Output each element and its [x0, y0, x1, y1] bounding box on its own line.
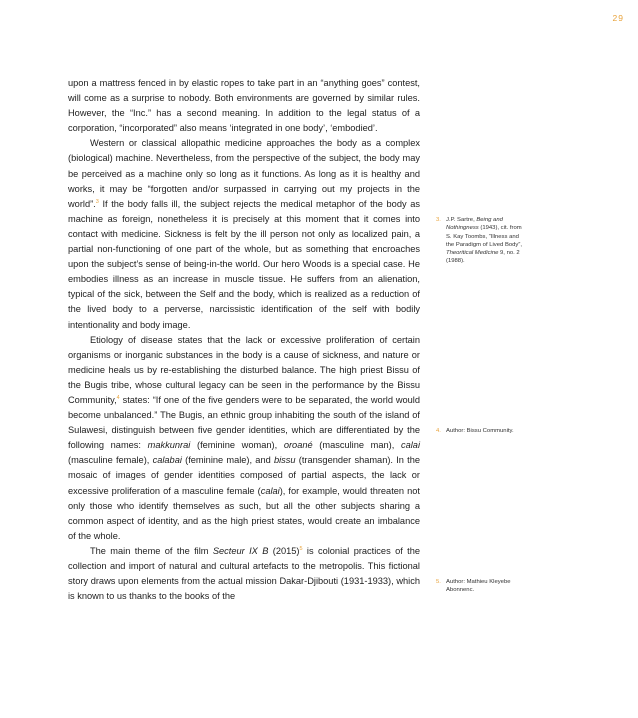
footnote-number: 3. — [436, 217, 441, 223]
text-run: Etiology of disease states that the lack or excessive proliferation of certain organisms or inorganic substances in the body is a cause of sickness, and nature or medicine heals us by re-establishing the disturbed balance. The high priest Bissu of the Bugis tribe, whose cultural legacy can be seen in the performance by the Bissu Community, — [68, 334, 420, 405]
footnote — [436, 216, 528, 266]
footnote-text — [446, 216, 528, 266]
italic-text: calai — [260, 485, 280, 496]
footnote-ref: 4 — [116, 394, 120, 401]
footnote-number: 5. — [436, 579, 441, 585]
text-run: (transgender shaman). In the mosaic of images of gender identities composed of partial aspects, the lack or excessive proliferation of a masculine female ( — [68, 455, 421, 496]
page-number: 29 — [612, 13, 624, 23]
text-run: ), for example, would threaten not only those who identify themselves as such, but all the other subjects sharing a common aspect of identity, and as the high priest states, would create an imbalance of the whole. — [68, 485, 420, 541]
footnote-number: 4. — [436, 428, 441, 434]
italic-text: Being and Nothingness — [446, 217, 503, 232]
footnote-text — [446, 578, 528, 595]
footnote-ref: 3 — [95, 198, 99, 205]
paragraph — [68, 544, 420, 604]
text-run: upon a mattress fenced in by elastic ropes to take part in an “anything goes” contest, will come as a surprise to nobody. Both environments are governed by similar rules. However, the “Inc.” has a second meaning. In addition to the legal status of a corporation, “incorporated” also means ‘integrated in one body’, ‘embodied’. — [68, 78, 420, 134]
text-run: is colonial practices of the collection and import of natural and cultural artefacts to the metropolis. This fictional story draws upon elements from the actual mission Dakar-Djibouti (1931-1933), which is known to us thanks to the books of the — [68, 545, 421, 602]
text-run: (masculine man), — [312, 440, 401, 451]
text-run: Author: Mathieu Kleyebe Abonnenc. — [446, 579, 511, 594]
paragraph — [68, 136, 420, 332]
text-run: Western or classical allopathic medicine approaches the body as a complex (biological) machine. Nevertheless, from the perspective of the subject, the body may be perceived as a machine only so long as it functions. As long as it is healthy and works, it may be “forgotten and/or surpassed in carrying out my projects in the world”. — [68, 138, 420, 209]
text-run: If the body falls ill, the subject rejects the medical metaphor of the body as machine as foreign, nonetheless it is precisely at this moment that it comes into contact with medicine. Sickness is felt by the ill person not only as localized pain, a partial non-functioning of one part of the whole, but as something that encroaches upon the subject’s sense of being-in-the world. Our hero Woods is a special case. He embodies illness as an increase in muscle tissue. He suffers from an alienation, typical of the sick, between the Self and the body, which is realized as a reduction of the lived body to a perverse, narcissistic identification of the self with bodily intentionality and body image. — [68, 198, 420, 330]
footnote — [436, 578, 528, 595]
paragraph — [68, 76, 420, 136]
text-run: (masculine female), — [68, 455, 153, 466]
footnote-text — [446, 427, 528, 435]
text-run: (2015) — [268, 545, 300, 556]
text-run: The main theme of the film — [90, 545, 213, 556]
footnote — [436, 427, 528, 435]
body-text — [68, 76, 420, 604]
text-run: 9, no. 2 (1988). — [446, 250, 520, 265]
text-run: (feminine male), and — [181, 455, 274, 466]
italic-text: makkunrai — [147, 440, 191, 451]
italic-text: bissu — [273, 455, 296, 466]
italic-text: Secteur IX B — [212, 545, 269, 556]
footnote-ref: 5 — [299, 545, 303, 552]
text-run: states: “If one of the five genders were to be separated, the world would become unbalanced.” The Bugis, an ethnic group inhabiting the south of the island of Sulawesi, distinguish between five gender identities, which are differentiated by the following names: — [68, 394, 420, 451]
text-run: J.P. Sartre, — [446, 217, 477, 223]
paragraph — [68, 333, 420, 544]
italic-text: Theoritical Medicine — [446, 250, 499, 257]
italic-text: calai — [400, 440, 421, 451]
italic-text: oroané — [283, 440, 313, 451]
italic-text: calabai — [152, 455, 182, 466]
text-run: (feminine woman), — [190, 440, 284, 451]
text-run: (1943), cit. from S. Kay Toombs, “Illness and the Paradigm of Lived Body”, — [446, 225, 522, 248]
text-run: Author: Bissu Community. — [446, 428, 514, 434]
